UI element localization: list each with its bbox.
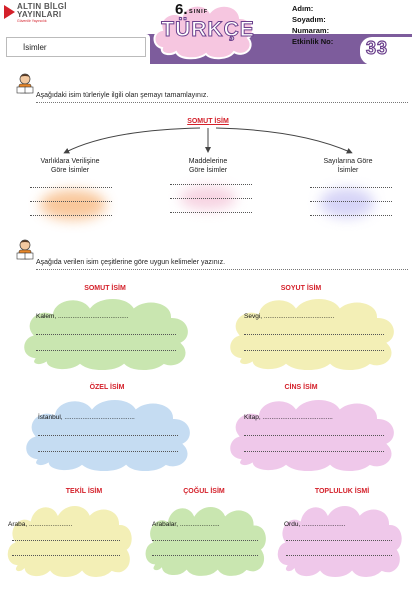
cloud-title-soyut: SOYUT İSİM: [280, 285, 322, 292]
answer-line[interactable]: [36, 334, 176, 335]
cloud-example-cins: Kitap, .......................................: [244, 414, 333, 421]
instruction-1: Aşağıdaki isim türleriyle ilgili olan şemayı tamamlayınız.: [36, 92, 209, 99]
info-activity-label: Etkinlik No:: [292, 37, 334, 46]
student-reading-icon: [14, 238, 36, 262]
logo-arrow-icon: [4, 5, 15, 19]
answer-line[interactable]: [244, 435, 384, 436]
cloud-somut: [16, 293, 198, 373]
answer-line[interactable]: [36, 350, 176, 351]
cloud-example-cogul: Arabalar, ......................: [152, 521, 220, 528]
cloud-example-soyut: Sevgi, .......................................: [244, 313, 335, 320]
col-3-highlight: [320, 188, 374, 218]
answer-line[interactable]: [38, 435, 178, 436]
page-number: 33: [366, 38, 389, 58]
info-surname-label: Soyadım:: [292, 15, 326, 24]
answer-line[interactable]: [30, 201, 112, 202]
logo-tagline: Güvenilir Yayıncılık: [17, 19, 47, 23]
cloud-title-topluluk: TOPLULUK İSMİ: [314, 488, 370, 495]
answer-line[interactable]: [170, 184, 252, 185]
logo-line2: YAYINLARI: [17, 10, 62, 19]
publisher-logo: [4, 2, 74, 24]
answer-line[interactable]: [30, 187, 112, 188]
cloud-example-somut: Kalem, .......................................: [36, 313, 129, 320]
topic-label: İsimler: [6, 37, 146, 57]
answer-line[interactable]: [12, 540, 120, 541]
cloud-soyut: [222, 293, 404, 373]
instruction-2: Aşağıda verilen isim çeşitlerine göre uygun kelimeler yazınız.: [36, 259, 226, 266]
cloud-cins: [222, 394, 404, 474]
page-header: [0, 0, 412, 64]
cloud-ozel: [18, 394, 200, 474]
info-name-label: Adım:: [292, 4, 314, 13]
cloud-title-cogul: ÇOĞUL İSİM: [183, 488, 225, 495]
cloud-example-ozel: İstanbul, .......................................: [38, 414, 135, 421]
answer-line[interactable]: [286, 555, 392, 556]
answer-line[interactable]: [170, 198, 252, 199]
answer-line[interactable]: [30, 215, 112, 216]
instruction-1-rule: [36, 102, 408, 103]
answer-line[interactable]: [310, 215, 392, 216]
answer-line[interactable]: [152, 540, 258, 541]
answer-line[interactable]: [310, 201, 392, 202]
grade-label: SINIF: [189, 9, 209, 15]
answer-line[interactable]: [12, 555, 120, 556]
student-reading-icon: [14, 72, 36, 96]
cloud-example-tekil: Araba, ........................: [8, 521, 73, 528]
grade-number: 6.: [175, 1, 188, 18]
logo-line1: ALTIN BİLGİ: [17, 2, 67, 11]
cloud-title-cins: CİNS İSİM: [284, 384, 318, 391]
answer-line[interactable]: [286, 540, 392, 541]
cloud-example-topluluk: Ordu, ........................: [284, 521, 346, 528]
schema-arrows: [0, 126, 412, 158]
answer-line[interactable]: [38, 451, 178, 452]
cloud-title-tekil: TEKİL İSİM: [65, 488, 103, 495]
answer-line[interactable]: [244, 451, 384, 452]
instruction-2-rule: [36, 269, 408, 270]
answer-line[interactable]: [244, 350, 384, 351]
cloud-title-ozel: ÖZEL İSİM: [89, 384, 125, 391]
schema-col-3-label: Sayılarına Göre İsimler: [323, 158, 373, 174]
schema-root-label: SOMUT İSİM: [187, 118, 229, 125]
schema-col-1-label: Varlıklara Verilişine Göre İsimler: [40, 158, 100, 174]
subject-title: TÜRKÇE: [161, 18, 255, 41]
answer-line[interactable]: [244, 334, 384, 335]
answer-line[interactable]: [170, 212, 252, 213]
student-info-block: [292, 3, 333, 47]
info-number-label: Numaram:: [292, 26, 330, 35]
answer-line[interactable]: [310, 187, 392, 188]
cloud-title-somut: SOMUT İSİM: [84, 285, 126, 292]
answer-line[interactable]: [152, 555, 258, 556]
schema-col-2-label: Maddelerine Göre İsimler: [188, 158, 228, 174]
